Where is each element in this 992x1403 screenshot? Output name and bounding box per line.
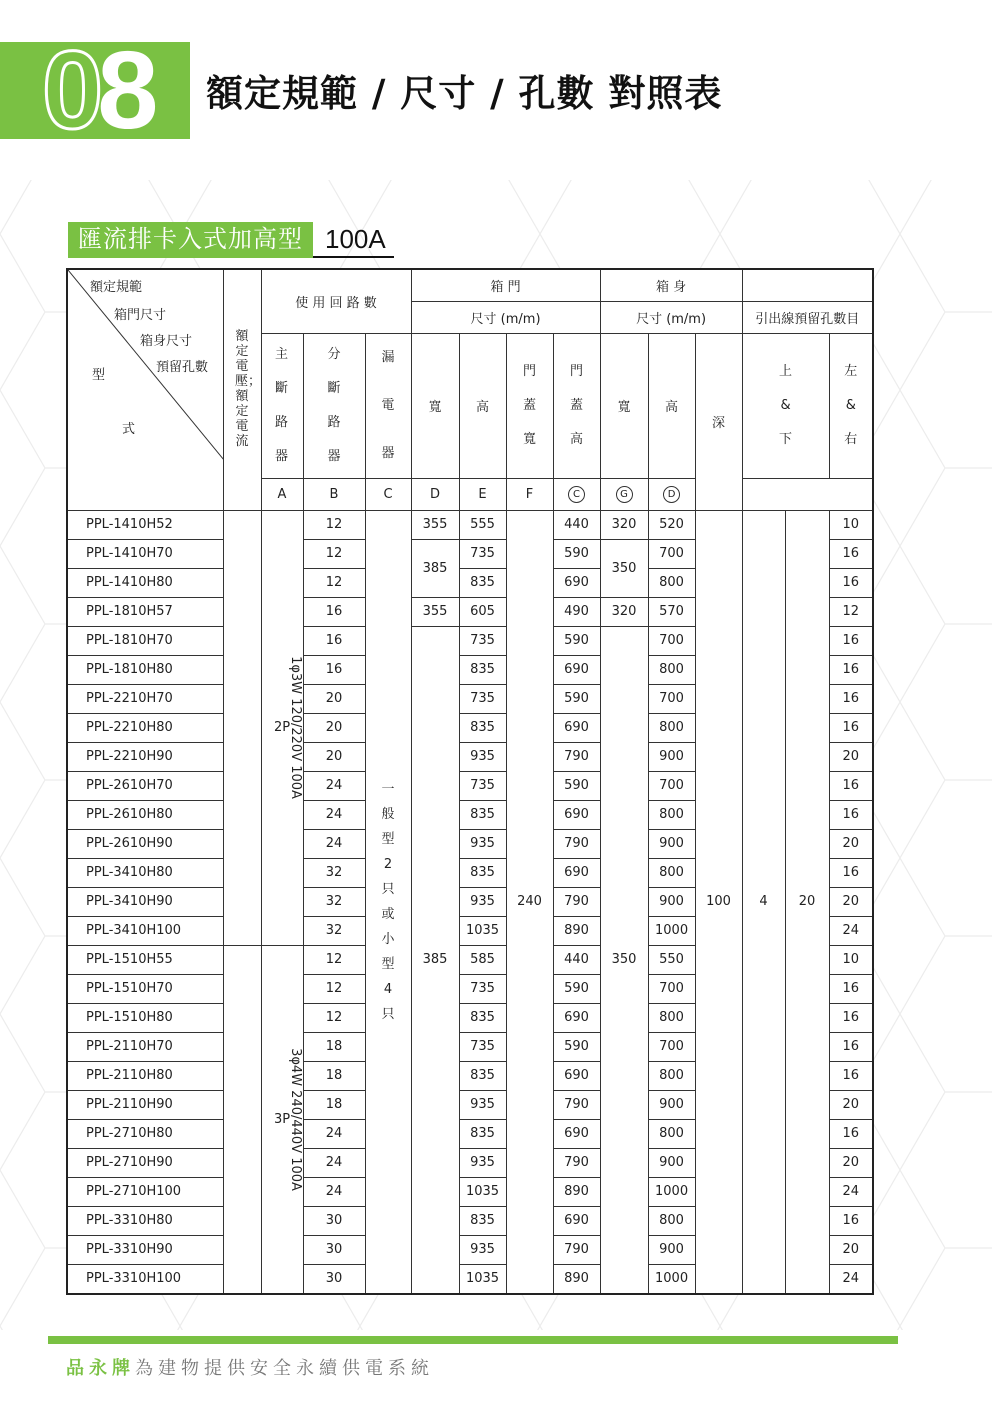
box-f-cell: 900	[648, 1090, 695, 1119]
footer-slogan	[66, 1358, 434, 1380]
door-b-cell: 605	[459, 597, 506, 626]
holes-d-cell: 16	[829, 771, 873, 800]
branch-cell: 16	[303, 626, 365, 655]
holes-d-cell: 16	[829, 1206, 873, 1235]
branch-cell: 12	[303, 1003, 365, 1032]
model-cell: PPL-1510H70	[67, 974, 223, 1003]
door-b-cell: 835	[459, 713, 506, 742]
door-b-cell: 1035	[459, 1264, 506, 1294]
model-cell: PPL-2110H80	[67, 1061, 223, 1090]
holes-d-cell: 16	[829, 1119, 873, 1148]
box-f-cell: 800	[648, 568, 695, 597]
current-rating-label: 100A	[313, 222, 394, 258]
box-e-merged-main: 350	[600, 626, 648, 1294]
door-d-cell: 690	[553, 1206, 600, 1235]
door-b-cell: 1035	[459, 916, 506, 945]
model-cell: PPL-2710H80	[67, 1119, 223, 1148]
circuits-header: 使 用 回 路 數	[261, 269, 411, 333]
model-cell: PPL-1810H80	[67, 655, 223, 684]
branch-cell: 20	[303, 742, 365, 771]
table-row	[67, 510, 873, 539]
door-d-cell: 690	[553, 655, 600, 684]
header-holes: 預留孔數	[156, 360, 209, 375]
holes-d-cell: 10	[829, 510, 873, 539]
branch-cell: 24	[303, 1148, 365, 1177]
box-f-cell: 700	[648, 974, 695, 1003]
box-f-cell: 900	[648, 742, 695, 771]
holes-d-cell: 16	[829, 568, 873, 597]
door-d-cell: 590	[553, 684, 600, 713]
holes-d-cell: 16	[829, 1032, 873, 1061]
door-group-header: 箱 門	[411, 269, 600, 301]
model-cell: PPL-1410H70	[67, 539, 223, 568]
branch-cell: 20	[303, 684, 365, 713]
holes-d-cell: 20	[829, 887, 873, 916]
letter-d: D	[411, 478, 459, 510]
door-a-cell: 355	[411, 597, 459, 626]
box-wide-header: 寬	[600, 333, 648, 478]
main-breaker-header: 主斷路器	[261, 333, 303, 478]
door-b-cell: 835	[459, 568, 506, 597]
box-e-cell: 320	[600, 597, 648, 626]
circle-c: C	[568, 486, 585, 503]
voltage-3phase: 3φ4W 240/440V 100A	[287, 1047, 303, 1191]
door-c-merged: 240	[506, 510, 553, 1294]
holes-d-cell: 16	[829, 1061, 873, 1090]
leakage-header: 漏電器	[365, 333, 411, 478]
holes-d-cell: 20	[829, 1148, 873, 1177]
leakage-note: 一般型2只或小型4只	[381, 781, 395, 1022]
top-bottom-header: 上&下	[742, 333, 829, 478]
door-d-cell: 790	[553, 1148, 600, 1177]
door-b-cell: 735	[459, 974, 506, 1003]
box-f-cell: 1000	[648, 1177, 695, 1206]
door-d-cell: 690	[553, 858, 600, 887]
branch-cell: 24	[303, 1177, 365, 1206]
letter-b: B	[303, 478, 365, 510]
door-size-header: 尺寸 (m/m)	[411, 301, 600, 333]
door-d-cell: 890	[553, 1177, 600, 1206]
door-b-cell: 735	[459, 684, 506, 713]
door-b-cell: 1035	[459, 1177, 506, 1206]
branch-cell: 12	[303, 568, 365, 597]
holes-d-cell: 20	[829, 1090, 873, 1119]
box-f-cell: 700	[648, 539, 695, 568]
door-b-cell: 835	[459, 1061, 506, 1090]
holes-d-cell: 20	[829, 742, 873, 771]
branch-cell: 30	[303, 1206, 365, 1235]
section-number: 08	[42, 29, 153, 152]
box-f-cell: 700	[648, 1032, 695, 1061]
box-f-cell: 900	[648, 829, 695, 858]
diagonal-header-cell	[67, 269, 223, 510]
box-f-cell: 700	[648, 771, 695, 800]
door-d-cell: 690	[553, 713, 600, 742]
model-cell: PPL-2110H90	[67, 1090, 223, 1119]
branch-cell: 12	[303, 539, 365, 568]
letter-e: E	[459, 478, 506, 510]
model-cell: PPL-2210H80	[67, 713, 223, 742]
header-box-size: 箱身尺寸	[140, 334, 193, 349]
branch-cell: 24	[303, 1119, 365, 1148]
box-group-header: 箱 身	[600, 269, 742, 301]
door-a-cell: 355	[411, 510, 459, 539]
branch-cell: 24	[303, 800, 365, 829]
branch-cell: 20	[303, 713, 365, 742]
branch-cell: 30	[303, 1235, 365, 1264]
door-b-cell: 555	[459, 510, 506, 539]
door-d-cell: 790	[553, 829, 600, 858]
model-cell: PPL-2610H80	[67, 800, 223, 829]
model-cell: PPL-1810H70	[67, 626, 223, 655]
box-size-header: 尺寸 (m/m)	[600, 301, 742, 333]
door-b-cell: 835	[459, 800, 506, 829]
door-d-cell: 890	[553, 1264, 600, 1294]
model-cell: PPL-3310H100	[67, 1264, 223, 1294]
box-f-cell: 800	[648, 800, 695, 829]
left-right-header: 左&右	[829, 333, 873, 478]
model-cell: PPL-3410H90	[67, 887, 223, 916]
box-deep-merged: 100	[695, 510, 742, 1294]
box-f-cell: 520	[648, 510, 695, 539]
holes-d-cell: 12	[829, 597, 873, 626]
door-b-cell: 735	[459, 1032, 506, 1061]
holes-group-header: 引出線預留孔數目	[742, 301, 873, 333]
box-f-cell: 1000	[648, 916, 695, 945]
letter-c: C	[365, 478, 411, 510]
door-a-merged-top: 385	[411, 539, 459, 597]
holes-d-cell: 16	[829, 1003, 873, 1032]
holes-d-cell: 16	[829, 626, 873, 655]
letter-a: A	[261, 478, 303, 510]
model-cell: PPL-3310H90	[67, 1235, 223, 1264]
box-high-header: 高	[648, 333, 695, 478]
box-e-merged-top: 350	[600, 539, 648, 597]
model-cell: PPL-1410H52	[67, 510, 223, 539]
door-lid-high-header: 門蓋高	[553, 333, 600, 478]
box-f-cell: 1000	[648, 1264, 695, 1294]
main-breaker-2p: 2P	[261, 510, 303, 945]
model-cell: PPL-2210H70	[67, 684, 223, 713]
model-cell: PPL-3410H100	[67, 916, 223, 945]
product-type-label: 匯流排卡入式加高型	[68, 222, 313, 258]
model-cell: PPL-3310H80	[67, 1206, 223, 1235]
door-d-cell: 590	[553, 974, 600, 1003]
branch-cell: 18	[303, 1032, 365, 1061]
holes-g-merged: 20	[785, 510, 829, 1294]
door-b-cell: 835	[459, 1119, 506, 1148]
model-cell: PPL-2610H70	[67, 771, 223, 800]
main-breaker-3p: 3P	[261, 945, 303, 1294]
holes-d-cell: 16	[829, 684, 873, 713]
door-b-cell: 735	[459, 539, 506, 568]
branch-cell: 24	[303, 771, 365, 800]
holes-d-cell: 16	[829, 655, 873, 684]
model-cell: PPL-2110H70	[67, 1032, 223, 1061]
branch-cell: 16	[303, 597, 365, 626]
branch-cell: 32	[303, 887, 365, 916]
door-d-cell: 440	[553, 945, 600, 974]
page-title: 額定規範 / 尺寸 / 孔數 對照表	[206, 72, 723, 115]
model-cell: PPL-1410H80	[67, 568, 223, 597]
box-f-cell: 550	[648, 945, 695, 974]
holes-group-spacer	[742, 269, 873, 301]
door-b-cell: 935	[459, 887, 506, 916]
box-f-cell: 700	[648, 684, 695, 713]
branch-cell: 32	[303, 916, 365, 945]
door-d-cell: 790	[553, 887, 600, 916]
door-lid-wide-header: 門蓋寬	[506, 333, 553, 478]
door-b-cell: 735	[459, 771, 506, 800]
branch-cell: 30	[303, 1264, 365, 1294]
door-d-cell: 440	[553, 510, 600, 539]
branch-cell: 12	[303, 510, 365, 539]
branch-cell: 12	[303, 974, 365, 1003]
model-cell: PPL-1510H80	[67, 1003, 223, 1032]
model-cell: PPL-2610H90	[67, 829, 223, 858]
door-d-cell: 690	[553, 568, 600, 597]
circle-d-cell	[648, 478, 695, 510]
model-cell: PPL-2710H100	[67, 1177, 223, 1206]
circle-g-cell	[600, 478, 648, 510]
box-f-cell: 800	[648, 1061, 695, 1090]
model-cell: PPL-2210H90	[67, 742, 223, 771]
circle-g: G	[616, 486, 633, 503]
leakage-note-cell	[365, 510, 411, 1294]
door-b-cell: 935	[459, 1090, 506, 1119]
branch-cell: 18	[303, 1090, 365, 1119]
holes-d-cell: 10	[829, 945, 873, 974]
door-d-cell: 790	[553, 1090, 600, 1119]
door-b-cell: 835	[459, 1206, 506, 1235]
box-f-cell: 570	[648, 597, 695, 626]
footer-bar	[48, 1336, 898, 1344]
door-high-header: 高	[459, 333, 506, 478]
holes-d-cell: 16	[829, 800, 873, 829]
branch-cell: 18	[303, 1061, 365, 1090]
door-a-merged-main: 385	[411, 626, 459, 1294]
header-door-size: 箱門尺寸	[114, 308, 167, 323]
door-d-cell: 590	[553, 539, 600, 568]
door-b-cell: 935	[459, 1235, 506, 1264]
branch-cell: 32	[303, 858, 365, 887]
box-f-cell: 900	[648, 1235, 695, 1264]
box-f-cell: 800	[648, 858, 695, 887]
box-f-cell: 800	[648, 1206, 695, 1235]
holes-d-cell: 24	[829, 1177, 873, 1206]
model-cell: PPL-1810H57	[67, 597, 223, 626]
door-b-cell: 835	[459, 858, 506, 887]
model-cell: PPL-2710H90	[67, 1148, 223, 1177]
box-f-cell: 900	[648, 887, 695, 916]
box-f-cell: 800	[648, 655, 695, 684]
holes-d-cell: 16	[829, 713, 873, 742]
holes-d-cell: 16	[829, 539, 873, 568]
header-type-1: 型	[92, 368, 106, 383]
box-e-cell: 320	[600, 510, 648, 539]
circle-d: D	[663, 486, 680, 503]
door-b-cell: 835	[459, 1003, 506, 1032]
header-type-2: 式	[122, 422, 136, 437]
door-b-cell: 835	[459, 655, 506, 684]
circle-c-cell	[553, 478, 600, 510]
voltage-1phase: 1φ3W 120/220V 100A	[287, 656, 303, 799]
door-b-cell: 935	[459, 829, 506, 858]
holes-c-merged: 4	[742, 510, 785, 1294]
spec-table	[66, 268, 874, 1295]
branch-breaker-header: 分斷路器	[303, 333, 365, 478]
holes-d-cell: 20	[829, 829, 873, 858]
footer-tagline: 為建物提供安全永續供電系統	[135, 1358, 434, 1379]
voltage-header: 額定電壓；額定電流	[223, 269, 261, 510]
door-d-cell: 790	[553, 742, 600, 771]
door-d-cell: 690	[553, 1003, 600, 1032]
box-deep-header: 深	[695, 333, 742, 510]
box-f-cell: 800	[648, 713, 695, 742]
door-d-cell: 590	[553, 626, 600, 655]
footer-brand: 品永牌	[66, 1358, 135, 1379]
holes-d-cell: 24	[829, 916, 873, 945]
branch-cell: 24	[303, 829, 365, 858]
door-d-cell: 690	[553, 1061, 600, 1090]
door-b-cell: 585	[459, 945, 506, 974]
door-d-cell: 790	[553, 1235, 600, 1264]
door-d-cell: 690	[553, 1119, 600, 1148]
door-d-cell: 590	[553, 771, 600, 800]
header-rating: 額定規範	[90, 280, 143, 295]
door-b-cell: 935	[459, 1148, 506, 1177]
door-b-cell: 735	[459, 626, 506, 655]
door-d-cell: 590	[553, 1032, 600, 1061]
box-f-cell: 700	[648, 626, 695, 655]
branch-cell: 12	[303, 945, 365, 974]
table-subtitle	[68, 222, 394, 258]
box-f-cell: 800	[648, 1119, 695, 1148]
door-d-cell: 690	[553, 800, 600, 829]
door-wide-header: 寬	[411, 333, 459, 478]
branch-cell: 16	[303, 655, 365, 684]
door-d-cell: 890	[553, 916, 600, 945]
holes-d-cell: 16	[829, 974, 873, 1003]
box-f-cell: 800	[648, 1003, 695, 1032]
door-b-cell: 935	[459, 742, 506, 771]
holes-d-cell: 24	[829, 1264, 873, 1294]
model-cell: PPL-1510H55	[67, 945, 223, 974]
box-f-cell: 900	[648, 1148, 695, 1177]
model-cell: PPL-3410H80	[67, 858, 223, 887]
letter-f: F	[506, 478, 553, 510]
holes-d-cell: 16	[829, 858, 873, 887]
holes-d-cell: 20	[829, 1235, 873, 1264]
door-d-cell: 490	[553, 597, 600, 626]
